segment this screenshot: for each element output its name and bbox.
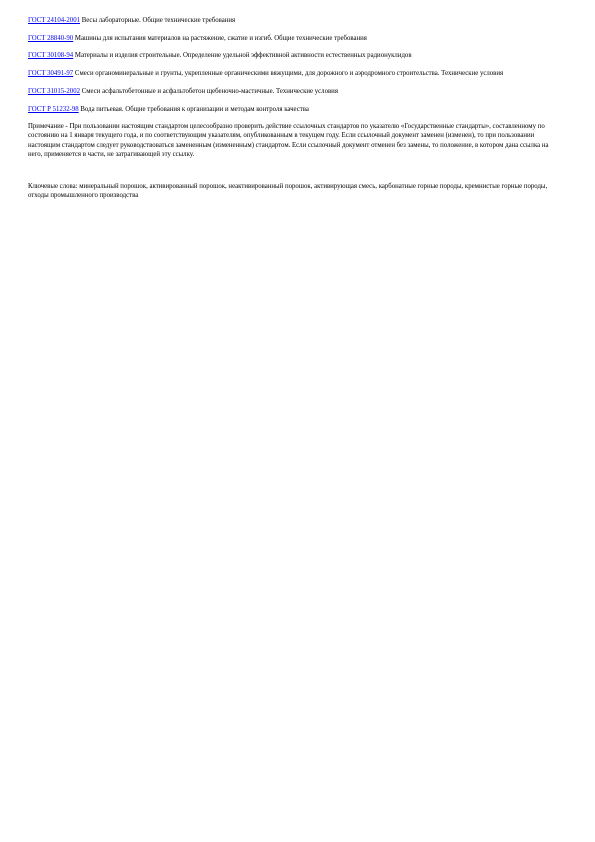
reference-link[interactable]: ГОСТ 30491-97: [28, 70, 74, 78]
reference-title: Машины для испытания материалов на растяжение, сжатие и изгиб. Общие технические требования: [74, 34, 367, 42]
reference-item: [28, 105, 563, 114]
keywords-paragraph: Ключевые слова: минеральный порошок, активированный порошок, неактивированный порошок, активирующая смесь, карбонатные горные породы, кремнистые горные породы, отходы промышленного производства: [28, 183, 548, 200]
reference-link[interactable]: ГОСТ 24104-2001: [28, 17, 80, 24]
reference-item: [28, 87, 563, 96]
reference-item: [28, 51, 563, 60]
note-paragraph: Примечание - При пользовании настоящим стандартом целесообразно проверить действие ссылочных стандартов по указателю «Государственные стандарты», составленному по состоянию на 1 января текущего года, и по соответствующим указателям, опубликованным в текущем году. Если ссылочный документ заменен (изменен), то при пользовании настоящим стандартом следует руководствоваться замененным (измененным) стандартом. Если ссылочный документ отменен без замены, то положение, в котором дана ссылка на него, применяется в части, не затрагивающей эту ссылку.: [28, 123, 549, 158]
reference-title: Материалы и изделия строительные. Определение удельной эффективной активности естественных радионуклидов: [74, 52, 412, 60]
reference-link[interactable]: ГОСТ 28840-90: [28, 34, 74, 42]
reference-item: [28, 34, 563, 43]
reference-title: Смеси органоминеральные и грунты, укрепленные органическими вяжущими, для дорожного и аэродромного строительства. Технические условия: [74, 70, 504, 78]
reference-title: Вода питьевая. Общие требования к организации и методам контроля качества: [80, 105, 309, 113]
reference-link[interactable]: ГОСТ 30108-94: [28, 52, 74, 60]
reference-item: [28, 69, 563, 78]
reference-title: Смеси асфальтобетонные и асфальтобетон щебеночно-мастичные. Технические условия: [81, 87, 338, 95]
document-page: [28, 16, 563, 200]
reference-link[interactable]: ГОСТ 31015-2002: [28, 87, 80, 95]
reference-title: Весы лабораторные. Общие технические требования: [81, 17, 236, 24]
reference-link[interactable]: ГОСТ Р 51232-98: [28, 105, 79, 113]
reference-item: [28, 16, 563, 25]
